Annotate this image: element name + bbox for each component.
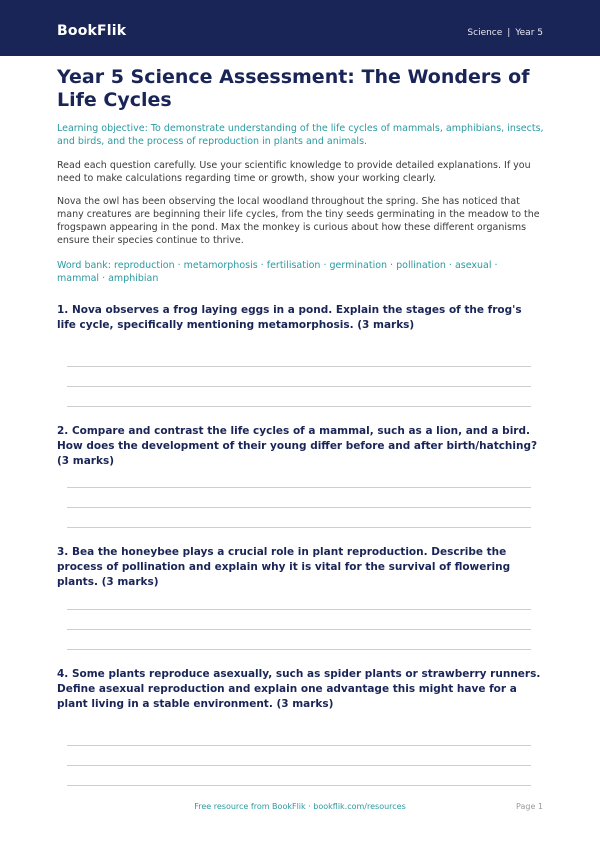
answer-line[interactable]: [67, 785, 531, 786]
subject-label: Science: [467, 28, 503, 38]
answer-line[interactable]: [67, 386, 531, 387]
instructions-paragraph: Read each question carefully. Use your scientific knowledge to provide detailed explanations. If you need to make calculations regarding time or growth, show your working clearly.: [57, 160, 531, 184]
answer-line[interactable]: [67, 406, 531, 407]
question-2: 2. Compare and contrast the life cycles of a mammal, such as a lion, and a bird. How does the development of their young differ before and after birth/hatching? (3 marks): [57, 425, 538, 467]
answer-line[interactable]: [67, 745, 531, 746]
subject-year-label: [467, 28, 543, 38]
separator: |: [507, 28, 511, 38]
footer-link[interactable]: Free resource from BookFlik · bookflik.com/resources: [194, 802, 406, 811]
answer-line[interactable]: [67, 649, 531, 650]
story-paragraph: Nova the owl has been observing the local woodland throughout the spring. She has noticed that many creatures are beginning their life cycles, from the tiny seeds germinating in the meadow to the frogspawn appearing in the pond. Max the monkey is curious about how these different organisms ensure their species continue to thrive.: [57, 196, 540, 246]
brand-logo: BookFlik: [57, 23, 127, 39]
question-4: 4. Some plants reproduce asexually, such as spider plants or strawberry runners. Define asexual reproduction and explain one advantage this might have for a plant living in a stable environment. (3 marks): [57, 668, 541, 710]
answer-line[interactable]: [67, 765, 531, 766]
page-number: Page 1: [516, 802, 543, 811]
answer-line[interactable]: [67, 366, 531, 367]
answer-line[interactable]: [67, 527, 531, 528]
year-label: Year 5: [515, 28, 543, 38]
answer-line[interactable]: [67, 629, 531, 630]
question-3: 3. Bea the honeybee plays a crucial role in plant reproduction. Describe the process of pollination and explain why it is vital for the survival of flowering plants. (3 marks): [57, 546, 511, 588]
page-header: [0, 0, 600, 56]
word-bank: Word bank: reproduction · metamorphosis · fertilisation · germination · pollination · asexual · mammal · amphibian: [57, 260, 498, 284]
answer-line[interactable]: [67, 609, 531, 610]
question-1: 1. Nova observes a frog laying eggs in a pond. Explain the stages of the frog's life cycle, specifically mentioning metamorphosis. (3 marks): [57, 304, 522, 331]
learning-objective: Learning objective: To demonstrate understanding of the life cycles of mammals, amphibians, insects, and birds, and the process of reproduction in plants and animals.: [57, 123, 544, 147]
answer-line[interactable]: [67, 487, 531, 488]
page-title: Year 5 Science Assessment: The Wonders of Life Cycles: [57, 66, 530, 111]
answer-line[interactable]: [67, 507, 531, 508]
